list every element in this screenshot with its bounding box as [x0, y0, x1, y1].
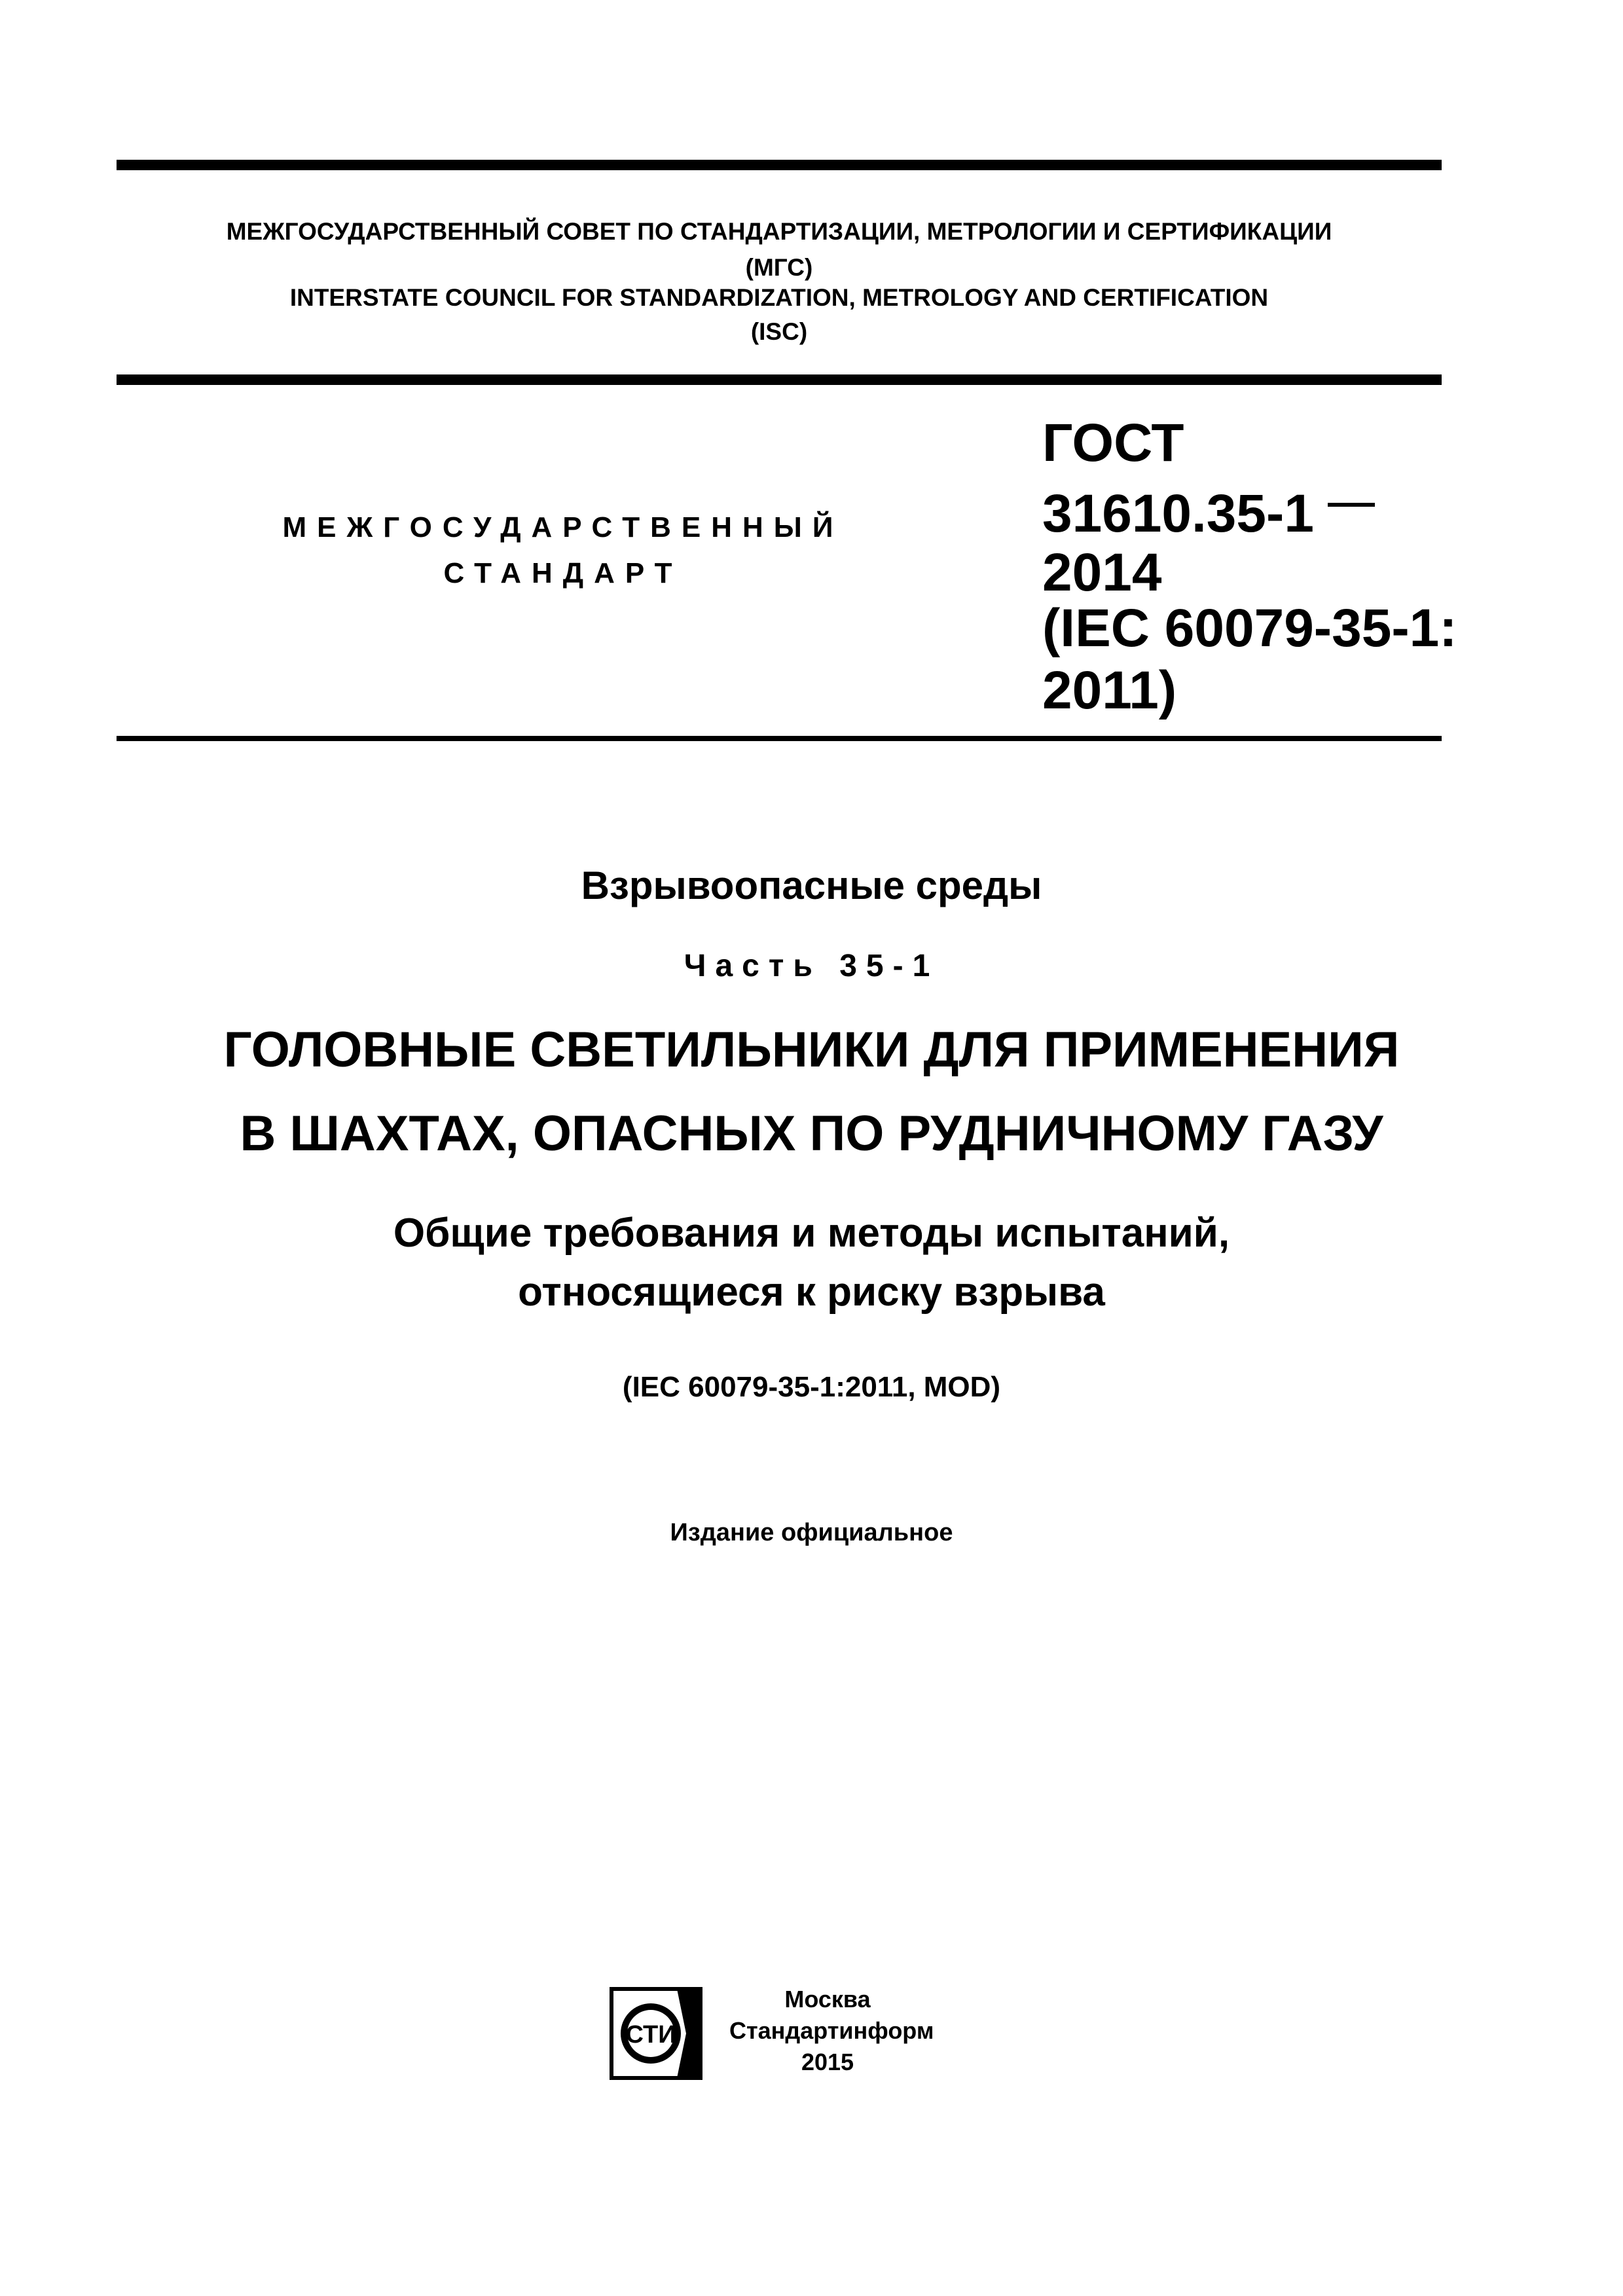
lower-divider	[117, 736, 1442, 741]
designation-line3: 2014	[1042, 543, 1162, 602]
doc-type-line2: СТАНДАРТ	[443, 557, 683, 589]
publication-year: 2015	[801, 2049, 854, 2075]
subtitle-line1: Общие требования и методы испытаний,	[393, 1211, 1230, 1256]
designation-line2: 31610.35-1	[1042, 484, 1314, 543]
doc-type-line1: МЕЖГОСУДАРСТВЕННЫЙ	[282, 511, 844, 543]
edition-note: Издание официальное	[670, 1519, 953, 1546]
council-name-ru: МЕЖГОСУДАРСТВЕННЫЙ СОВЕТ ПО СТАНДАРТИЗАЦИИ, МЕТРОЛОГИИ И СЕРТИФИКАЦИИ	[226, 218, 1332, 245]
council-name-en: INTERSTATE COUNCIL FOR STANDARDIZATION, METROLOGY AND CERTIFICATION	[289, 284, 1269, 311]
logo-text: СТИ	[625, 2021, 676, 2049]
publisher-city: Москва	[784, 1986, 871, 2013]
subtitle-line2: относящиеся к риску взрыва	[518, 1269, 1105, 1315]
council-abbr-ru: (МГС)	[745, 254, 813, 281]
publisher-name: Стандартинформ	[729, 2017, 934, 2044]
main-title-line1: ГОЛОВНЫЕ СВЕТИЛЬНИКИ ДЛЯ ПРИМЕНЕНИЯ	[223, 1022, 1400, 1078]
designation-line4: (IEC 60079-35-1:	[1042, 598, 1457, 658]
council-abbr-en: (ISC)	[750, 318, 808, 345]
title-subject: Взрывоопасные среды	[581, 864, 1042, 907]
designation-line5: 2011)	[1042, 661, 1177, 720]
top-divider	[117, 160, 1442, 170]
title-part: Часть 35-1	[684, 949, 939, 983]
standartinform-logo-icon	[609, 1986, 703, 2081]
main-title-line2: В ШАХТАХ, ОПАСНЫХ ПО РУДНИЧНОМУ ГАЗУ	[240, 1106, 1383, 1161]
designation-line1: ГОСТ	[1042, 413, 1184, 473]
designation-dash	[1328, 503, 1375, 507]
iec-reference: (IEC 60079-35-1:2011, MOD)	[622, 1371, 1001, 1403]
middle-divider	[117, 374, 1442, 385]
